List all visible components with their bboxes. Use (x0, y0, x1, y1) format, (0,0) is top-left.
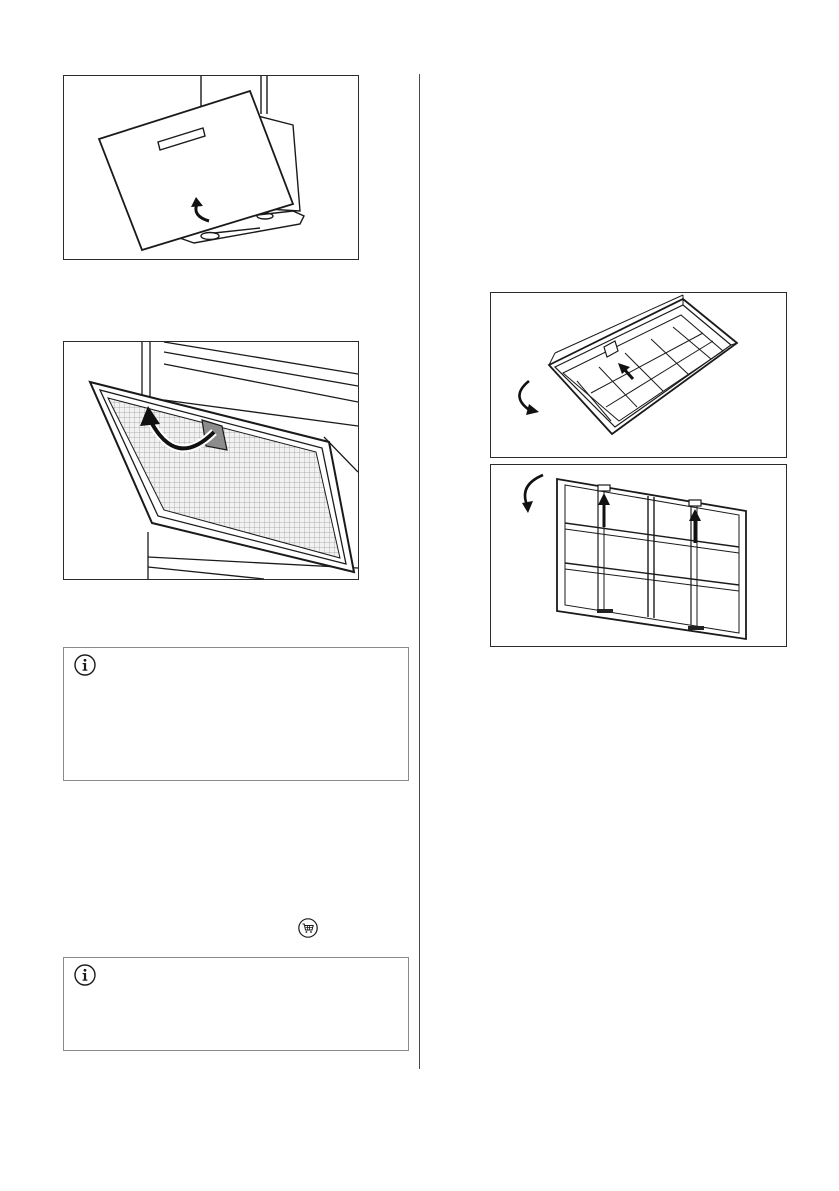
grease-filter-illustration (64, 342, 358, 579)
frame-clip (689, 500, 701, 506)
info-note-box (63, 957, 409, 1051)
figure-grease-filter (63, 341, 359, 580)
charcoal-filter-tray-illustration (491, 293, 786, 457)
rotation-arrow-icon (525, 475, 543, 505)
open-panel-illustration (64, 76, 358, 259)
info-note-box (63, 647, 409, 781)
shopping-cart-icon (298, 918, 318, 938)
info-icon (74, 964, 96, 986)
figure-charcoal-filter-tray (490, 292, 787, 458)
frame-clip (598, 485, 610, 491)
column-divider (419, 74, 420, 1069)
info-icon (74, 654, 96, 676)
charcoal-filter-frame-illustration (491, 465, 786, 646)
figure-open-panel (63, 75, 359, 260)
figure-charcoal-filter-frame (490, 464, 787, 647)
frame-outer (557, 479, 746, 639)
